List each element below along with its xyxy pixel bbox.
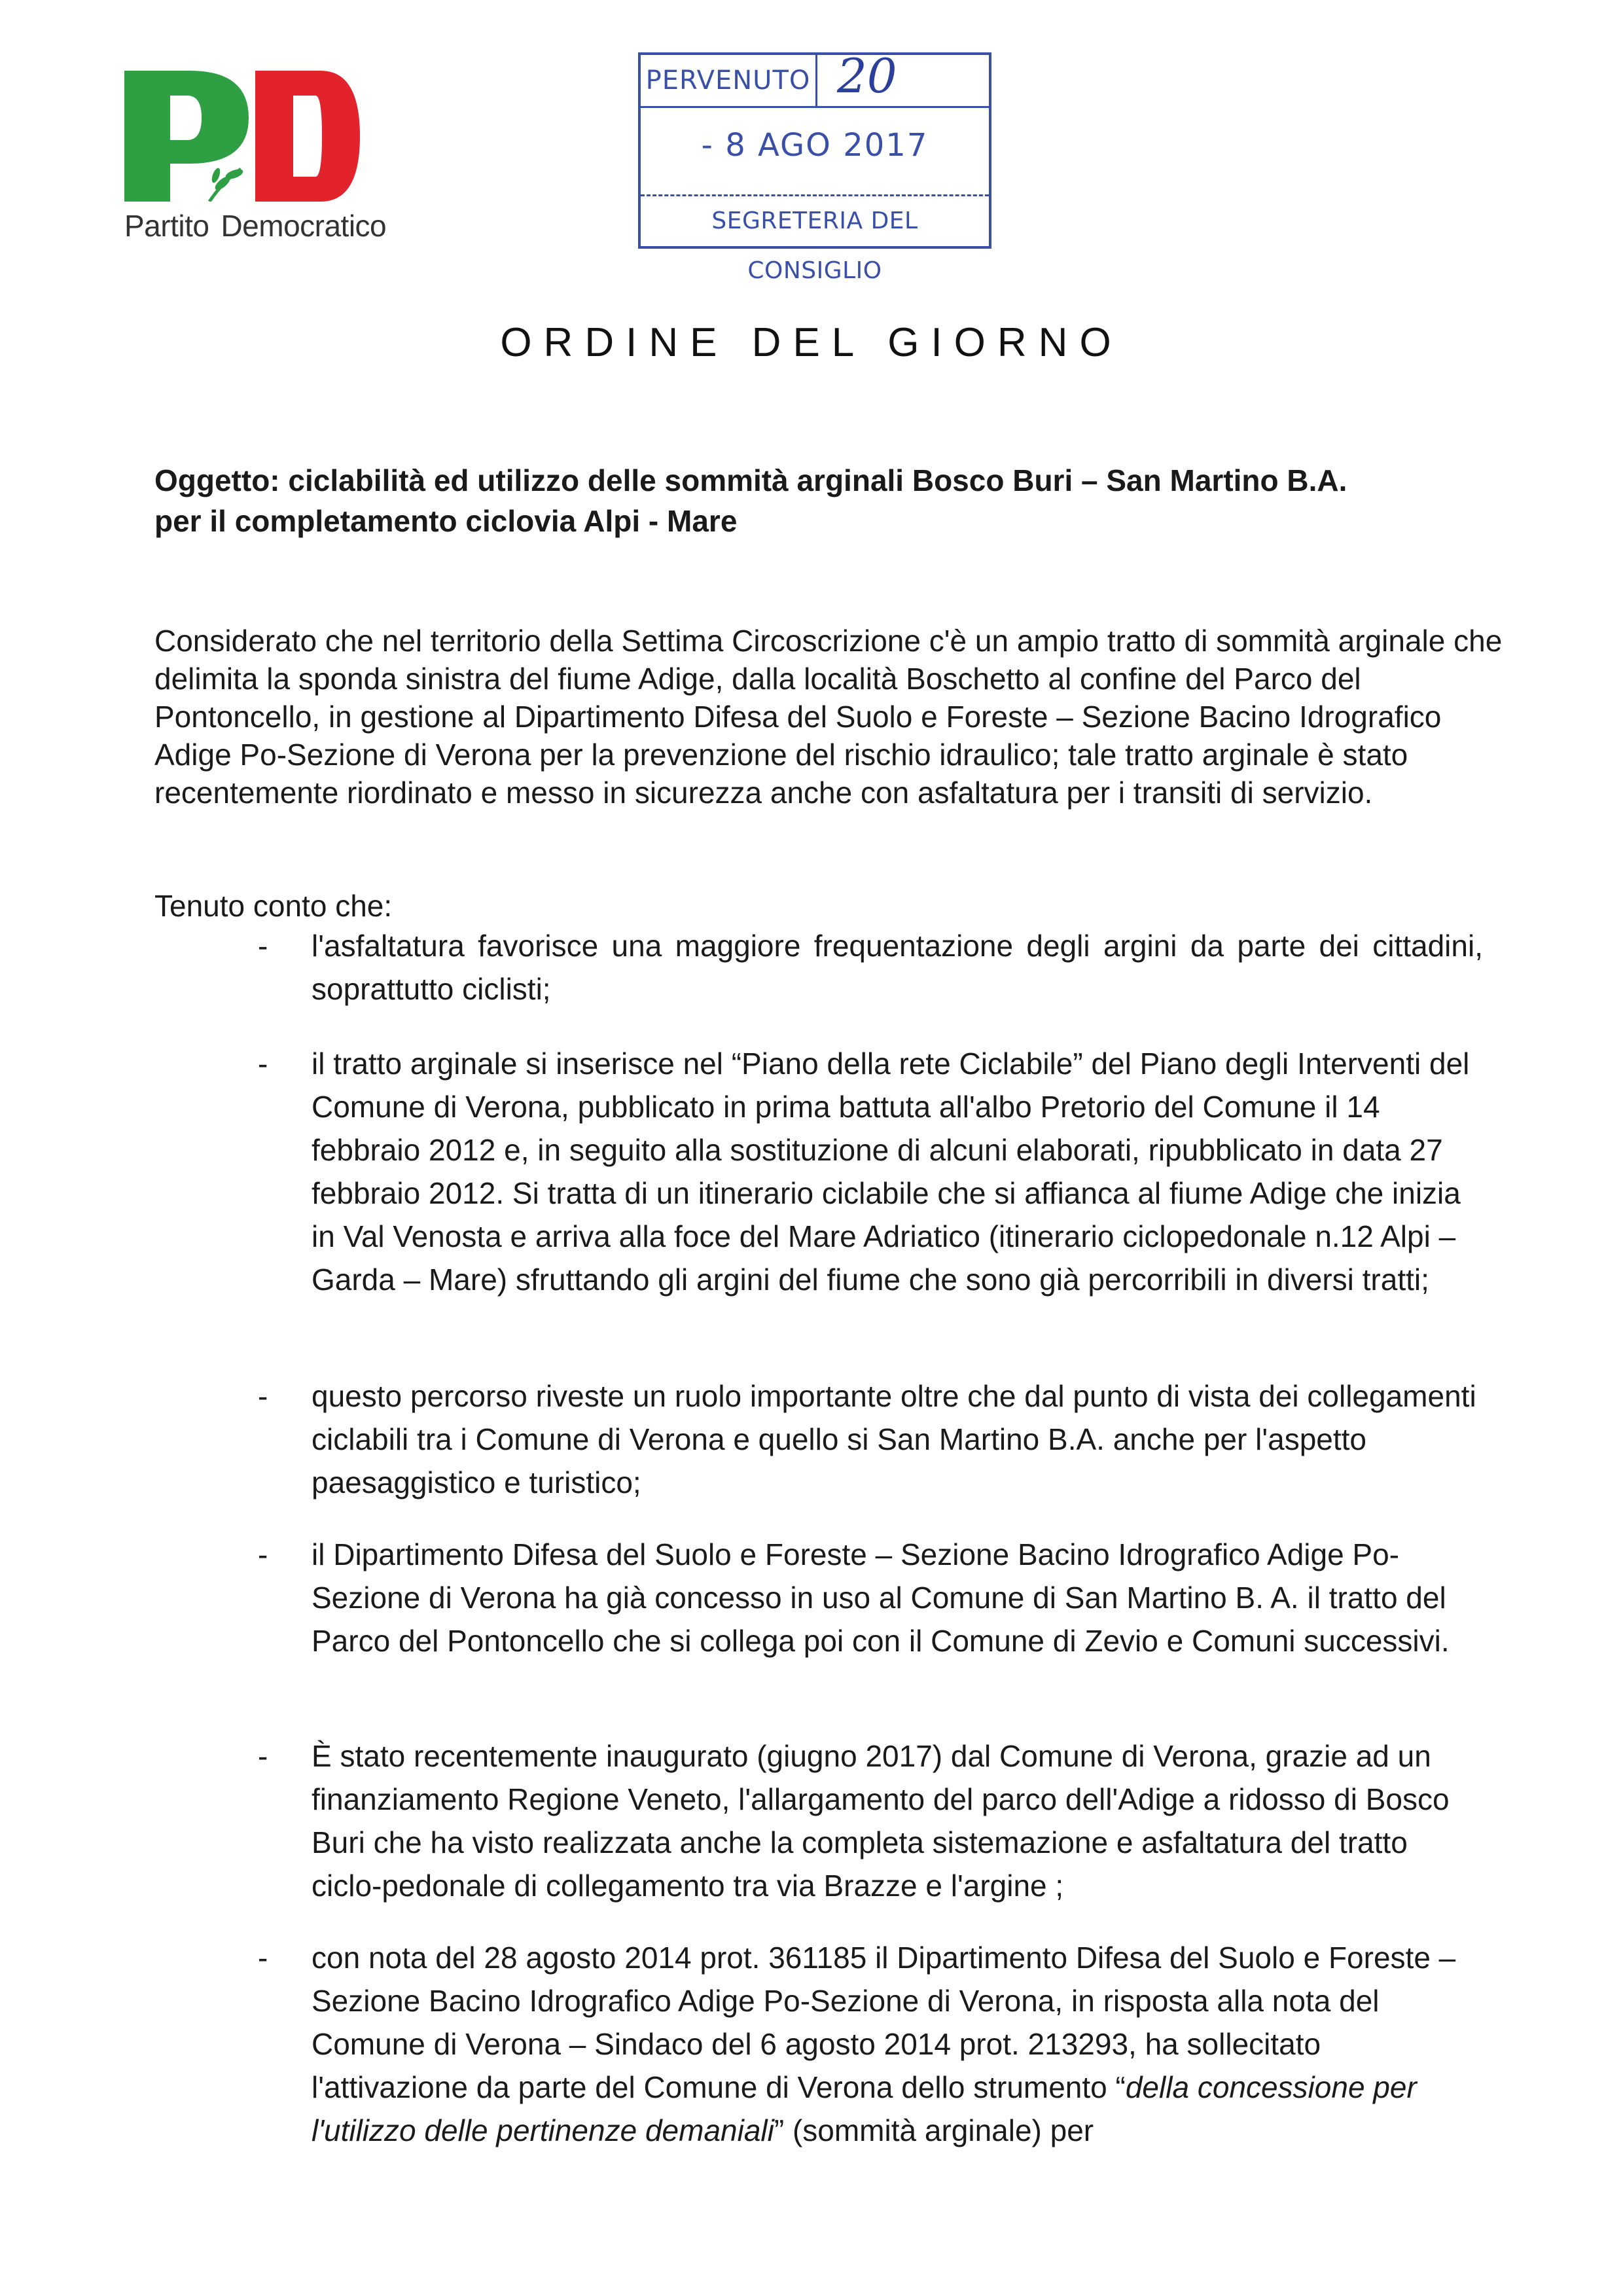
- document-heading: ORDINE DEL GIORNO: [500, 320, 1123, 365]
- received-stamp: [638, 48, 991, 284]
- list-item-text: il tratto arginale si inserisce nel “Piano della rete Ciclabile” del Piano degli Interventi del Comune di Verona, pubblicato in prima battuta all'albo Pretorio del Comune il 14 febbraio 2012 e, in seguito alla sostituzione di alcuni elaborati, ripubblicato in data 27 febbraio 2012. Si tratta di un itinerario ciclabile che si affianca al fiume Adige che inizia in Val Venosta e arriva alla foce del Mare Adriatico (itinerario ciclopedonale n.12 Alpi – Garda – Mare) sfruttando gli argini del fiume che sono già percorribili in diversi tratti;: [312, 1047, 1470, 1297]
- pd-logo-icon: [124, 71, 373, 202]
- logo-caption-right: Democratico: [221, 209, 387, 243]
- logo-caption: [124, 208, 387, 243]
- list-item-text-start: con nota del 28 agosto 2014 prot. 361185 il Dipartimento Difesa del Suolo e Foreste – Sezione Bacino Idrografico Adige Po-Sezione di Verona, in risposta alla nota del Comune di Verona – Sindaco del 6 agosto 2014 prot. 213293, ha sollecitato l'attivazione da parte del Comune di Verona dello strumento “: [312, 1941, 1456, 2104]
- stamp-office: SEGRETERIA DEL CONSIGLIO: [641, 194, 989, 246]
- list-item-text: questo percorso riveste un ruolo importante oltre che dal punto di vista dei collegamenti ciclabili tra i Comune di Verona e quello si San Martino B.A. anche per l'aspetto paesaggistico e turistico;: [312, 1379, 1476, 1499]
- tenuto-conto-intro: Tenuto conto che:: [154, 889, 393, 923]
- list-dash: -: [258, 1739, 268, 1773]
- subject: [154, 460, 1503, 541]
- list-dash: -: [258, 1379, 268, 1413]
- party-logo: [124, 71, 387, 247]
- stamp-number: 20: [837, 48, 897, 103]
- list-item-text: l'asfaltatura favorisce una maggiore frequentazione degli argini da parte dei cittadini, soprattutto ciclisti;: [312, 929, 1483, 1006]
- list-dash: -: [258, 929, 268, 963]
- list-item-text: [312, 1936, 1483, 2152]
- list-item-text: il Dipartimento Difesa del Suolo e Foreste – Sezione Bacino Idrografico Adige Po-Sezione di Verona ha già concesso in uso al Comune di San Martino B. A. il tratto del Parco del Pontoncello che si collega poi con il Comune di Zevio e Comuni successivi.: [312, 1537, 1450, 1658]
- list-dash: -: [258, 1537, 268, 1571]
- list-item-text-italic: della concessione per l'utilizzo delle pertinenze demaniali: [312, 2070, 1417, 2147]
- stamp-label: PERVENUTO: [641, 55, 817, 106]
- subject-line-2: per il completamento ciclovia Alpi - Mare: [154, 504, 738, 538]
- stamp-date: - 8 AGO 2017: [701, 127, 929, 164]
- subject-line-1: Oggetto: ciclabilità ed utilizzo delle sommità arginali Bosco Buri – San Martino B.A.: [154, 463, 1347, 497]
- stamp-top-row: [641, 48, 989, 108]
- list-dash: -: [258, 1941, 268, 1975]
- list-item-text-end: ” (sommità arginale) per: [774, 2113, 1094, 2147]
- considerato-paragraph: Considerato che nel territorio della Settima Circoscrizione c'è un ampio tratto di sommità arginale che delimita la sponda sinistra del fiume Adige, dalla località Boschetto al confine del Parco del Pontoncello, in gestione al Dipartimento Difesa del Suolo e Foreste – Sezione Bacino Idrografico Adige Po-Sezione di Verona per la prevenzione del rischio idraulico; tale tratto arginale è stato recentemente riordinato e messo in sicurezza anche con asfaltatura per i transiti di servizio.: [154, 624, 1503, 810]
- logo-caption-left: Partito: [124, 209, 209, 243]
- list-dash: -: [258, 1047, 268, 1081]
- list-item-text: È stato recentemente inaugurato (giugno 2017) dal Comune di Verona, grazie ad un finanziamento Regione Veneto, l'allargamento del parco dell'Adige a ridosso di Bosco Buri che ha visto realizzata anche la completa sistemazione e asfaltatura del tratto ciclo-pedonale di collegamento tra via Brazze e l'argine ;: [312, 1739, 1450, 1903]
